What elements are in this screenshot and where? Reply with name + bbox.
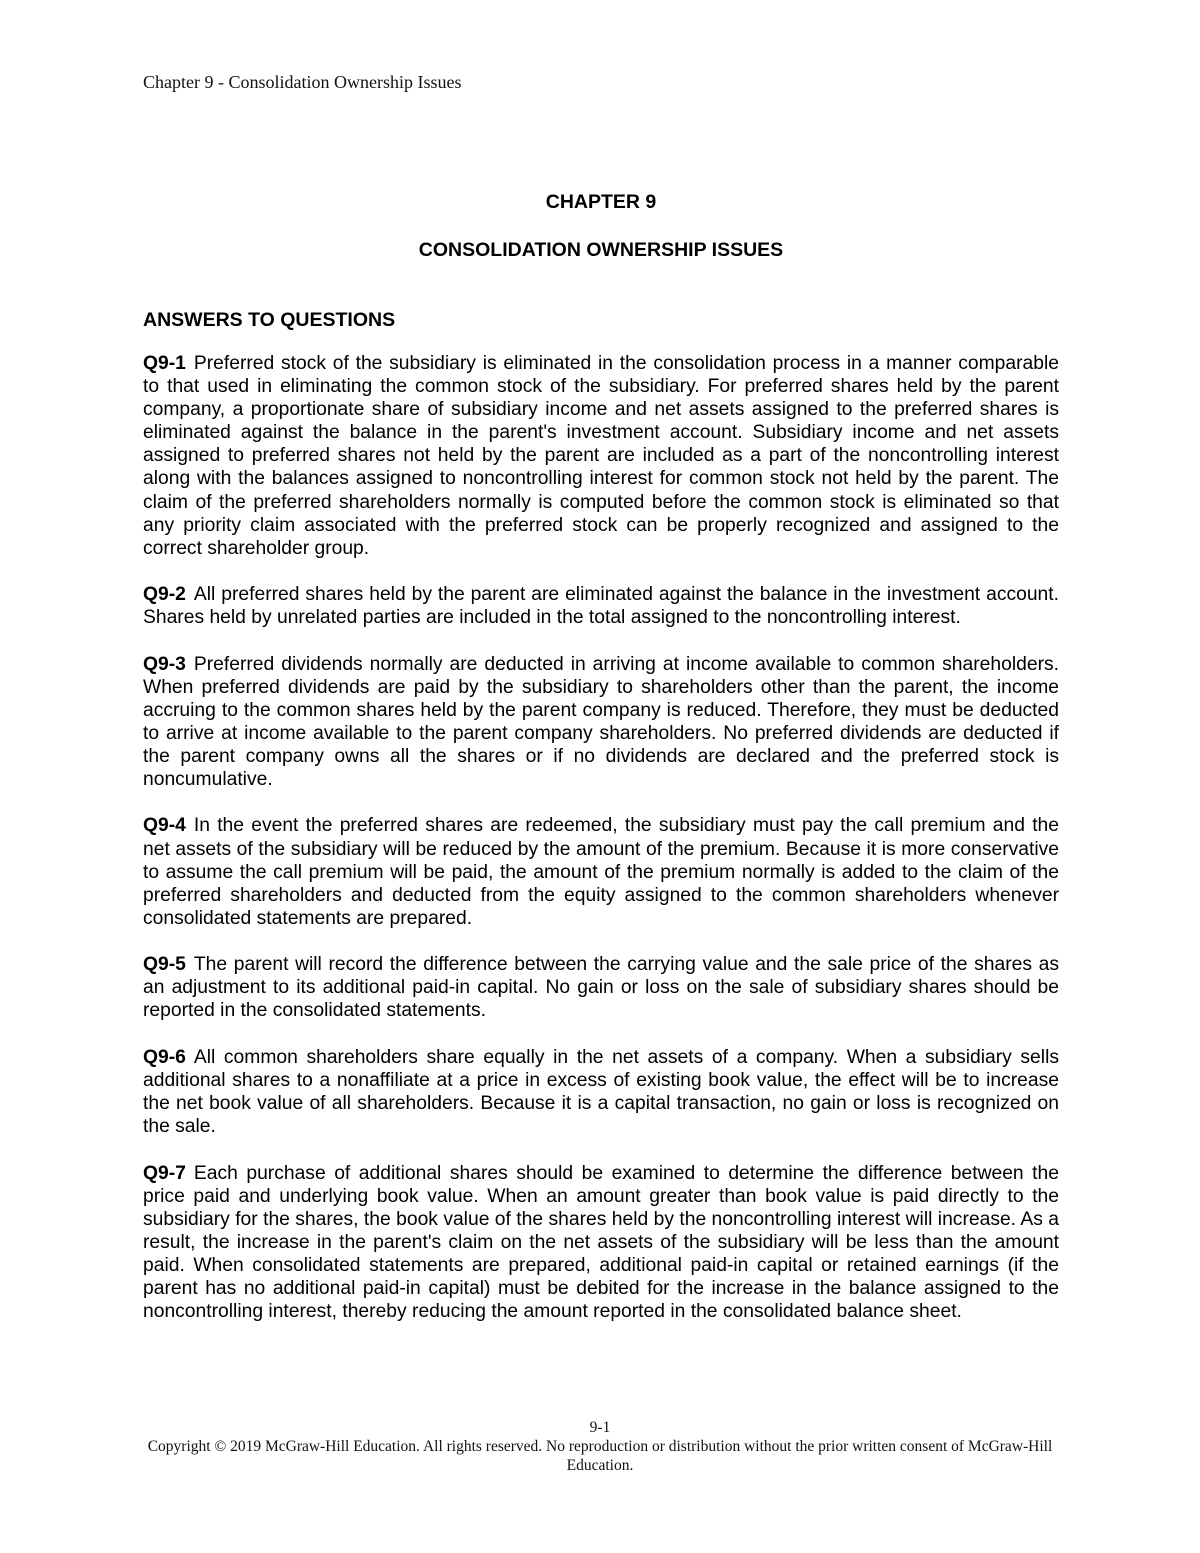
- answer-q9-5: [143, 953, 1059, 1022]
- question-label: Q9-3: [143, 653, 186, 675]
- copyright-notice: Copyright © 2019 McGraw-Hill Education. All rights reserved. No reproduction or distribution without the prior written consent of McGraw-Hill Education.: [147, 1438, 1053, 1474]
- answer-text: Preferred stock of the subsidiary is eliminated in the consolidation process in a manner comparable to that used in eliminating the common stock of the subsidiary. For preferred shares held by the parent company, a proportionate share of subsidiary income and net assets assigned to the preferred shares is eliminated against the balance in the parent's investment account. Subsidiary income and net assets assigned to preferred shares not held by the parent are included as a part of the noncontrolling interest along with the balances assigned to noncontrolling interest for common stock not held by the parent. The claim of the preferred shareholders normally is computed before the common stock is eliminated so that any priority claim associated with the preferred stock can be properly recognized and assigned to the correct shareholder group.: [143, 353, 1059, 559]
- chapter-number: CHAPTER 9: [545, 191, 657, 213]
- question-label: Q9-2: [143, 584, 186, 606]
- answer-q9-2: [143, 583, 1059, 629]
- question-label: Q9-1: [143, 353, 186, 374]
- answer-q9-6: [143, 1046, 1059, 1138]
- page-footer: [0, 1418, 1200, 1475]
- question-label: Q9-4: [143, 815, 186, 837]
- answer-q9-3: [143, 653, 1059, 792]
- answer-text: Each purchase of additional shares should be examined to determine the difference between the price paid and underlying book value. When an amount greater than book value is paid directly to the subsidiary for the shares, the book value of the shares held by the noncontrolling interest will increase. As a result, the increase in the parent's claim on the net assets of the subsidiary will be less than the amount paid. When consolidated statements are prepared, additional paid-in capital or retained earnings (if the parent has no additional paid-in capital) must be debited for the increase in the balance assigned to the noncontrolling interest, thereby reducing the amount reported in the consolidated balance sheet.: [143, 1162, 1059, 1323]
- answer-text: All common shareholders share equally in the net assets of a company. When a subsidiary sells additional shares to a nonaffiliate at a price in excess of existing book value, the effect will be to increase the net book value of all shareholders. Because it is a capital transaction, no gain or loss is recognized on the sale.: [143, 1046, 1059, 1138]
- answer-q9-4: [143, 814, 1059, 929]
- running-header: Chapter 9 - Consolidation Ownership Issues: [143, 72, 462, 92]
- question-label: Q9-6: [143, 1046, 186, 1068]
- answers-list: [143, 352, 1059, 1346]
- chapter-title: CONSOLIDATION OWNERSHIP ISSUES: [418, 239, 784, 261]
- question-label: Q9-5: [143, 954, 186, 976]
- section-heading: ANSWERS TO QUESTIONS: [143, 309, 396, 331]
- answer-text: In the event the preferred shares are redeemed, the subsidiary must pay the call premium and the net assets of the subsidiary will be reduced by the amount of the premium. Because it is more conservative to assume the call premium will be paid, the amount of the premium normally is added to the claim of the preferred shareholders and deducted from the equity assigned to the common shareholders whenever consolidated statements are prepared.: [143, 815, 1059, 929]
- answer-q9-7: [143, 1162, 1059, 1324]
- page-number: 9-1: [589, 1419, 611, 1436]
- answer-text: All preferred shares held by the parent are eliminated against the balance in the investment account. Shares held by unrelated parties are included in the total assigned to the noncontrolling interest.: [143, 584, 1059, 629]
- question-label: Q9-7: [143, 1162, 186, 1184]
- answer-q9-1: [143, 352, 1059, 560]
- answer-text: Preferred dividends normally are deducted in arriving at income available to common shareholders. When preferred dividends are paid by the subsidiary to shareholders other than the parent, the income accruing to the common shares held by the parent company is reduced. Therefore, they must be deducted to arrive at income available to the parent company shareholders. No preferred dividends are deducted if the parent company owns all the shares or if no dividends are declared and the preferred stock is noncumulative.: [143, 653, 1059, 791]
- answer-text: The parent will record the difference between the carrying value and the sale price of the shares as an adjustment to its additional paid-in capital. No gain or loss on the sale of subsidiary shares should be reported in the consolidated statements.: [143, 954, 1059, 1022]
